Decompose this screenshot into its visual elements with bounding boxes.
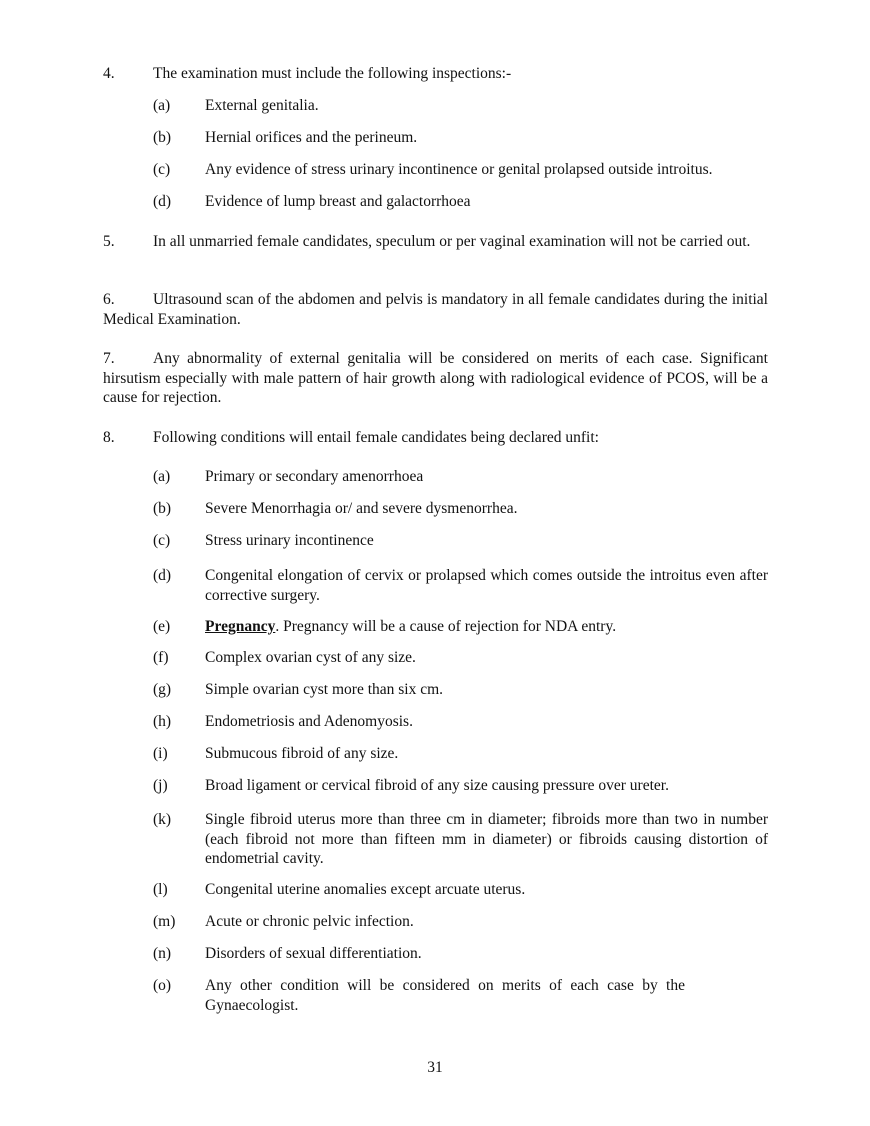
item-4b-label: (b) [153,129,172,146]
item-8j-label: (j) [153,777,168,794]
item-8d-label: (d) [153,567,172,584]
item-8i-label: (i) [153,745,168,762]
item-4b-text: Hernial orifices and the perineum. [205,129,418,146]
item-8g-text: Simple ovarian cyst more than six cm. [205,681,444,698]
item-6-paragraph [103,290,768,329]
item-8a-label: (a) [153,468,171,485]
item-8g-label: (g) [153,681,172,698]
item-8i-text: Submucous fibroid of any size. [205,745,399,762]
item-8a-text: Primary or secondary amenorrhoea [205,468,424,485]
item-8e-label: (e) [153,618,171,635]
item-8h-label: (h) [153,713,172,730]
item-8e-body: . Pregnancy will be a cause of rejection for NDA entry. [275,618,617,635]
item-5-paragraph [103,232,768,252]
item-4a-text: External genitalia. [205,97,319,114]
item-6-number: 6. [103,291,115,308]
pregnancy-heading: Pregnancy [205,618,276,635]
item-8f-text: Complex ovarian cyst of any size. [205,649,416,666]
item-8d-text: Congenital elongation of cervix or prolapsed which comes outside the introitus even after corrective surgery. [205,567,768,604]
item-8f-label: (f) [153,649,169,666]
item-8o-text: Any other condition will be considered on merits of each case by the Gynaecologist. [205,977,685,1014]
item-8o-label: (o) [153,977,172,994]
item-4-text: The examination must include the following inspections:- [153,65,512,82]
item-4c-text: Any evidence of stress urinary incontinence or genital prolapsed outside introitus. [205,161,713,178]
item-7-paragraph [103,349,768,408]
item-6-text: Ultrasound scan of the abdomen and pelvis is mandatory in all female candidates during the initial Medical Examination. [103,291,768,328]
item-8e-text [205,617,768,637]
item-8l-text: Congenital uterine anomalies except arcuate uterus. [205,881,526,898]
item-5-text: In all unmarried female candidates, speculum or per vaginal examination will not be carried out. [153,233,751,250]
item-4d-label: (d) [153,193,172,210]
item-8-text: Following conditions will entail female candidates being declared unfit: [153,429,599,446]
item-8-number: 8. [103,429,115,446]
item-7-text: Any abnormality of external genitalia will be considered on merits of each case. Significant hirsutism especially with male pattern of hair growth along with radiological evidence of PCOS, will be a cause for rejection. [103,350,768,406]
item-8j-text: Broad ligament or cervical fibroid of any size causing pressure over ureter. [205,777,669,794]
item-7-number: 7. [103,350,115,367]
item-4-number: 4. [103,65,115,82]
item-8c-text: Stress urinary incontinence [205,532,374,549]
item-8m-label: (m) [153,913,176,930]
item-8l-label: (l) [153,881,168,898]
item-8h-text: Endometriosis and Adenomyosis. [205,713,413,730]
item-4a-label: (a) [153,97,171,114]
page-number: 31 [427,1059,443,1076]
item-4c-label: (c) [153,161,171,178]
item-8n-label: (n) [153,945,172,962]
item-8b-text: Severe Menorrhagia or/ and severe dysmenorrhea. [205,500,518,517]
item-8b-label: (b) [153,500,172,517]
item-4d-text: Evidence of lump breast and galactorrhoea [205,193,471,210]
item-8k-label: (k) [153,811,172,828]
item-8n-text: Disorders of sexual differentiation. [205,945,422,962]
item-8m-text: Acute or chronic pelvic infection. [205,913,414,930]
item-8c-label: (c) [153,532,171,549]
item-5-number: 5. [103,233,115,250]
item-8k-text: Single fibroid uterus more than three cm in diameter; fibroids more than two in number (each fibroid not more than fifteen mm in diameter) or fibroids causing distortion of endometrial cavity. [205,811,768,867]
